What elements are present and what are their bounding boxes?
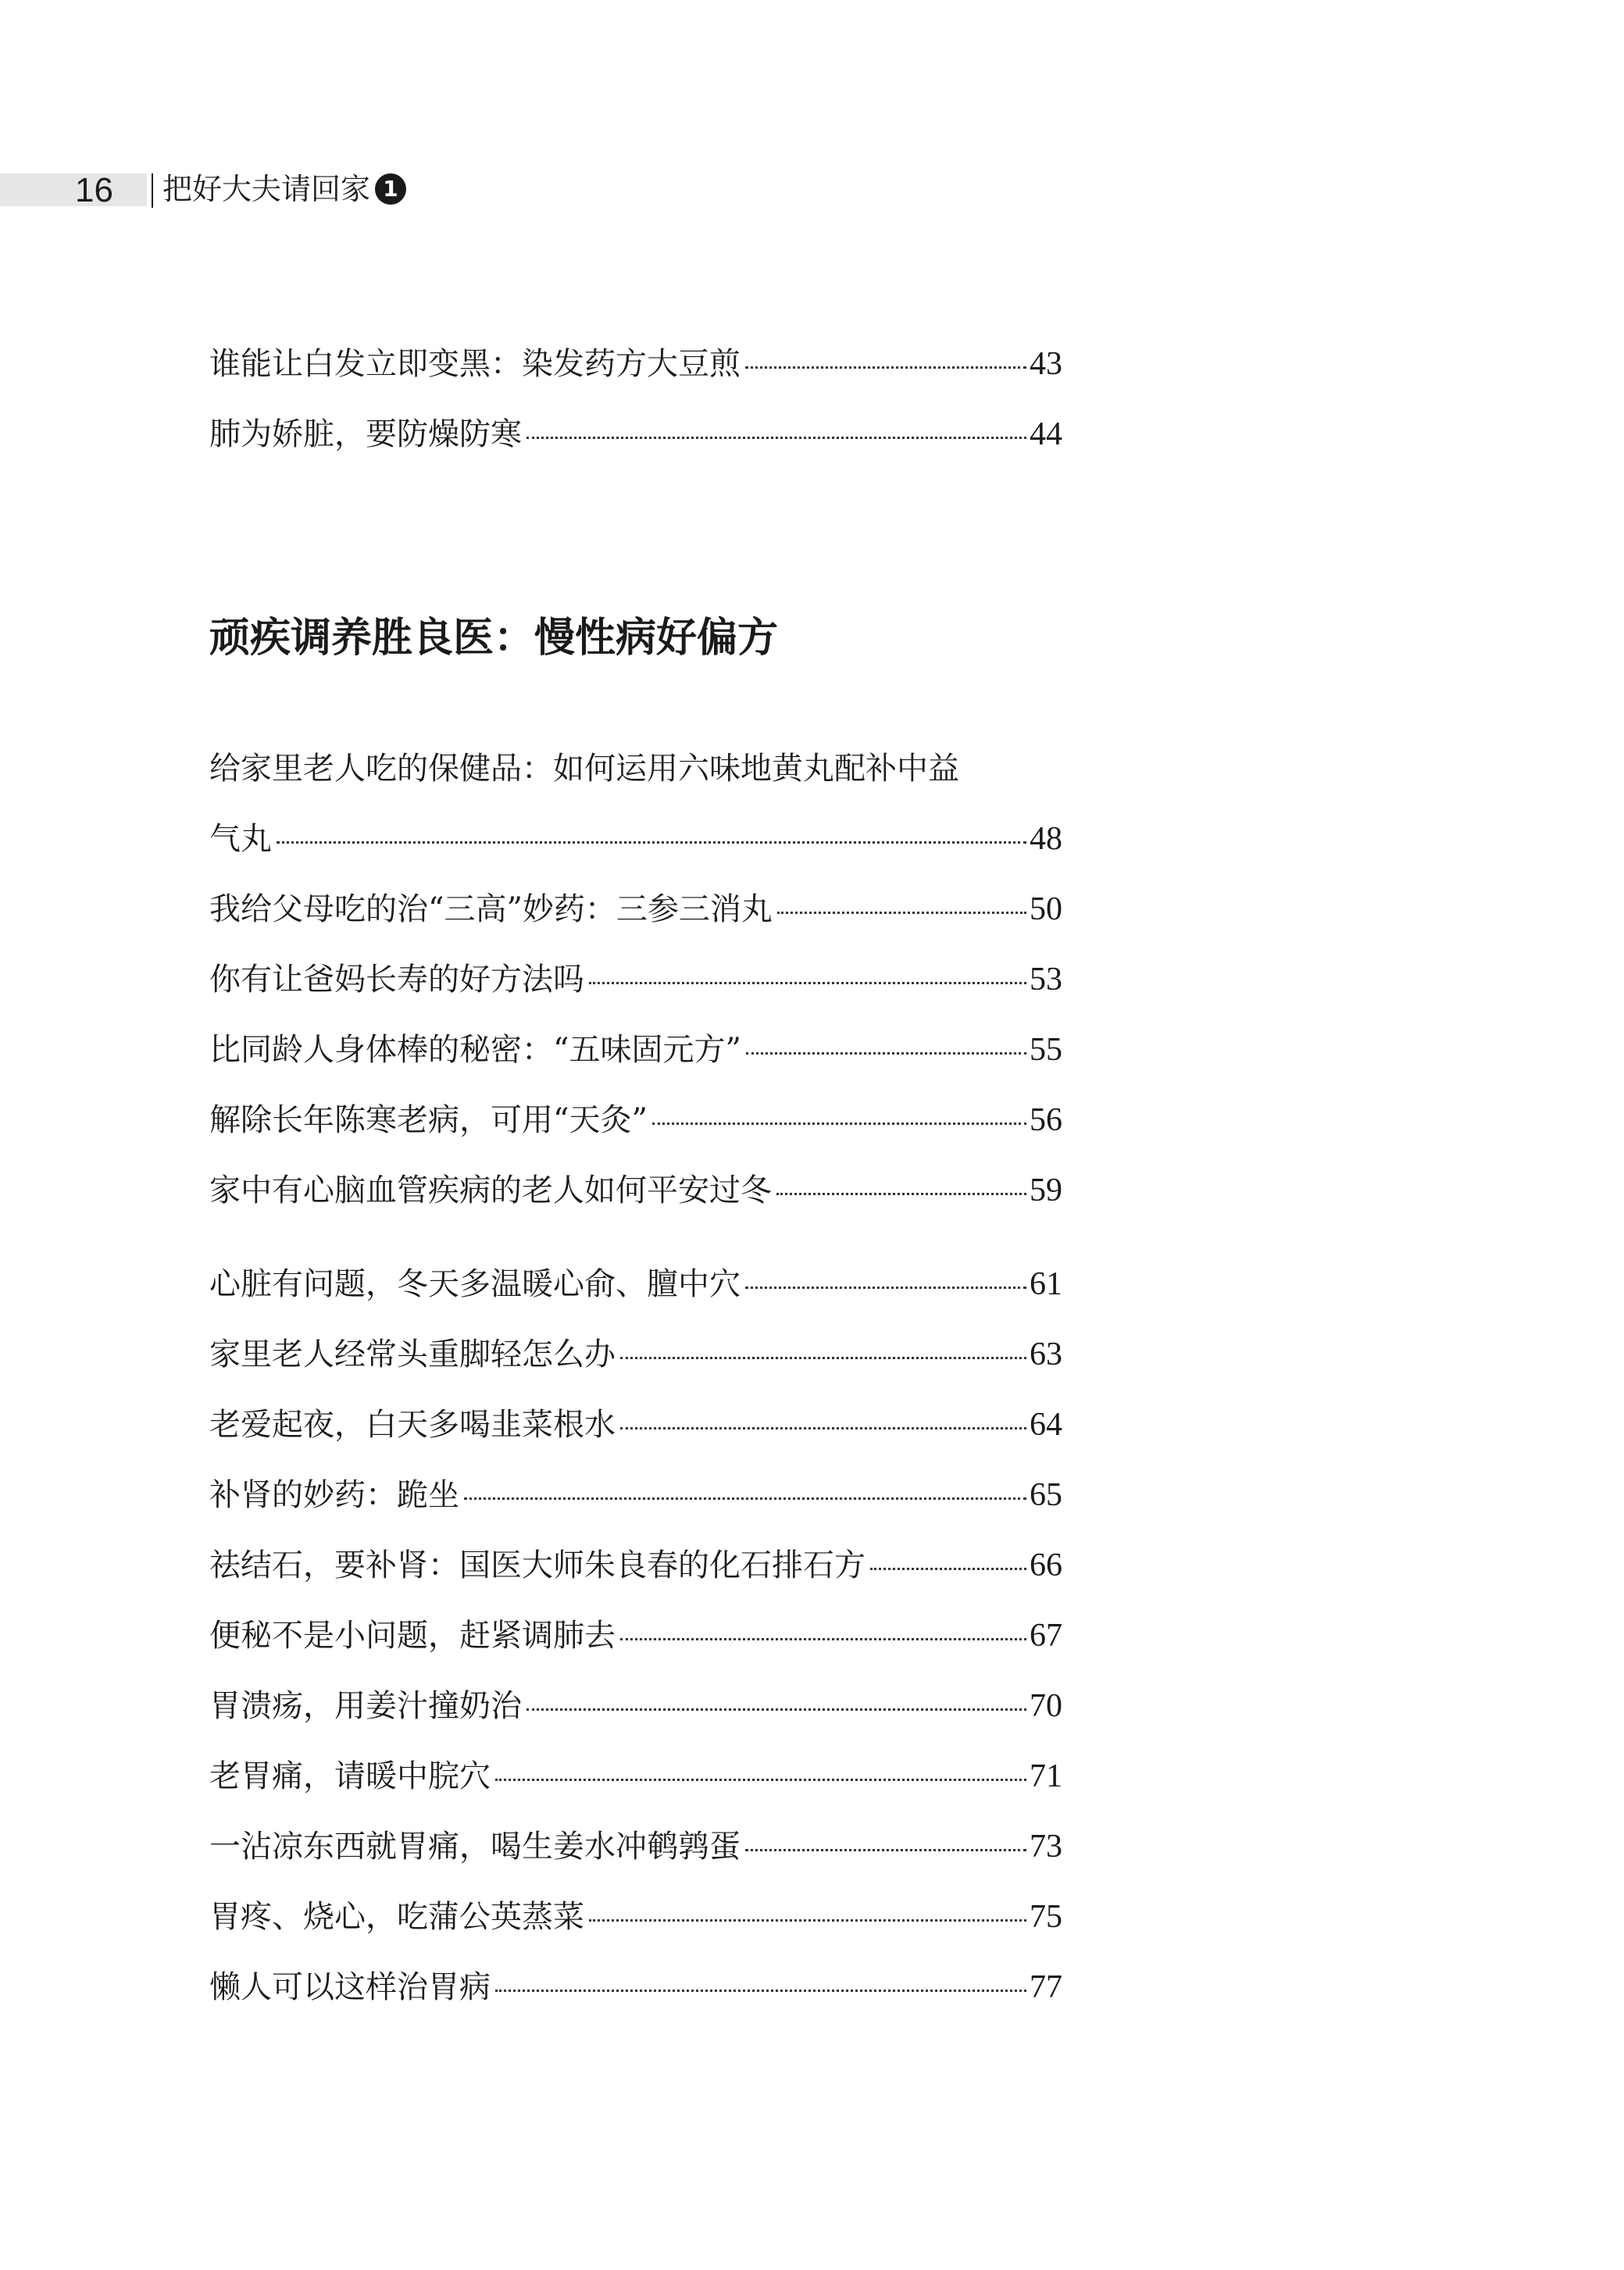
toc-entry[interactable] bbox=[209, 1097, 1062, 1144]
toc-entry-title: 懒人可以这样治胃病 bbox=[209, 1969, 491, 2005]
toc-entry-page: 63 bbox=[1030, 1337, 1062, 1372]
toc-entry[interactable] bbox=[209, 1612, 1062, 1659]
toc-entry[interactable] bbox=[209, 1683, 1062, 1729]
toc-entry-title: 你有让爸妈长寿的好方法吗 bbox=[209, 962, 584, 998]
toc-entry[interactable] bbox=[209, 1026, 1062, 1073]
toc-entry-page: 50 bbox=[1030, 891, 1062, 927]
section-heading: 顽疾调养胜良医：慢性病好偏方 bbox=[209, 615, 779, 662]
toc-dot-leader bbox=[745, 1287, 1026, 1289]
toc-entry-page: 71 bbox=[1030, 1758, 1062, 1794]
volume-badge: 1 bbox=[375, 173, 406, 205]
toc-dot-leader bbox=[526, 1708, 1026, 1711]
toc-entry[interactable] bbox=[209, 1893, 1062, 1940]
toc-dot-leader bbox=[620, 1427, 1026, 1429]
toc-dot-leader bbox=[776, 1193, 1026, 1195]
toc-entry-title: 老爱起夜，白天多喝韭菜根水 bbox=[209, 1407, 616, 1443]
book-title bbox=[162, 169, 406, 209]
toc-entry[interactable] bbox=[209, 1542, 1062, 1589]
header-divider bbox=[152, 173, 153, 208]
toc-entry-title: 家里老人经常头重脚轻怎么办 bbox=[209, 1337, 616, 1372]
toc-entry-title: 解除长年陈寒老病，可用“天灸” bbox=[209, 1102, 648, 1138]
toc-entry-title: 比同龄人身体棒的秘密：“五味固元方” bbox=[209, 1032, 741, 1068]
toc-entry-page: 66 bbox=[1030, 1547, 1062, 1583]
toc-entry[interactable] bbox=[209, 886, 1062, 933]
toc-dot-leader bbox=[589, 1919, 1026, 1922]
toc-entry-title: 胃溃疡，用姜汁撞奶治 bbox=[209, 1688, 522, 1724]
toc-dot-leader bbox=[589, 982, 1026, 984]
toc-entry-page: 43 bbox=[1030, 346, 1062, 382]
toc-dot-leader bbox=[464, 1497, 1026, 1500]
toc-entry-title: 谁能让白发立即变黑：染发药方大豆煎 bbox=[209, 346, 741, 382]
toc-dot-leader bbox=[745, 1849, 1026, 1851]
book-title-text: 把好大夫请回家 bbox=[162, 172, 371, 206]
toc-entry-page: 65 bbox=[1030, 1477, 1062, 1513]
toc-entry-page: 59 bbox=[1030, 1172, 1062, 1208]
toc-entry[interactable] bbox=[209, 341, 1062, 387]
header-band bbox=[0, 173, 147, 206]
toc-entry-page: 77 bbox=[1030, 1969, 1062, 2005]
toc-dot-leader bbox=[745, 366, 1026, 369]
toc-entry-title: 一沾凉东西就胃痛，喝生姜水冲鹌鹑蛋 bbox=[209, 1829, 741, 1865]
toc-entry-title: 我给父母吃的治“三高”妙药：三参三消丸 bbox=[209, 891, 773, 927]
toc-entry[interactable] bbox=[209, 1964, 1062, 2011]
toc-entry[interactable] bbox=[209, 411, 1062, 458]
toc-entry-title: 心脏有问题，冬天多温暖心俞、膻中穴 bbox=[209, 1266, 741, 1302]
toc-entry-page: 64 bbox=[1030, 1407, 1062, 1443]
toc-entry-page: 48 bbox=[1030, 821, 1062, 857]
toc-entry-title: 肺为娇脏，要防燥防寒 bbox=[209, 416, 522, 452]
toc-dot-leader bbox=[652, 1123, 1026, 1125]
toc-entry-page: 73 bbox=[1030, 1829, 1062, 1865]
toc-entry-page: 70 bbox=[1030, 1688, 1062, 1724]
toc-entry-title: 祛结石，要补肾：国医大师朱良春的化石排石方 bbox=[209, 1547, 866, 1583]
toc-entry-title: 家中有心脑血管疾病的老人如何平安过冬 bbox=[209, 1172, 772, 1208]
toc-entry[interactable] bbox=[209, 956, 1062, 1003]
toc-entry-title: 老胃痛，请暖中脘穴 bbox=[209, 1758, 491, 1794]
toc-entry[interactable] bbox=[209, 1167, 1062, 1214]
toc-entry-page: 56 bbox=[1030, 1102, 1062, 1138]
toc-entry[interactable] bbox=[209, 816, 1062, 862]
toc-entry-page: 44 bbox=[1030, 416, 1062, 452]
toc-entry-title: 气丸 bbox=[209, 821, 272, 857]
toc-dot-leader bbox=[277, 841, 1026, 844]
toc-entry-page: 55 bbox=[1030, 1032, 1062, 1068]
toc-dot-leader bbox=[495, 1779, 1026, 1781]
toc-entry[interactable] bbox=[209, 1823, 1062, 1870]
toc-entry-page: 61 bbox=[1030, 1266, 1062, 1302]
toc-dot-leader bbox=[777, 912, 1026, 914]
page-number: 16 bbox=[75, 171, 113, 209]
toc-dot-leader bbox=[746, 1052, 1026, 1055]
toc-dot-leader bbox=[620, 1357, 1026, 1359]
toc-dot-leader bbox=[620, 1638, 1026, 1640]
toc-dot-leader bbox=[495, 1990, 1026, 1992]
toc-entry-title: 补肾的妙药：跪坐 bbox=[209, 1477, 459, 1513]
toc-entry[interactable] bbox=[209, 1261, 1062, 1308]
toc-entry-page: 75 bbox=[1030, 1899, 1062, 1935]
toc-entry-title: 便秘不是小问题，赶紧调肺去 bbox=[209, 1618, 616, 1654]
toc-entry[interactable] bbox=[209, 1753, 1062, 1800]
toc-dot-leader bbox=[870, 1568, 1026, 1570]
toc-entry[interactable] bbox=[209, 1331, 1062, 1378]
toc-dot-leader bbox=[526, 437, 1026, 439]
toc-entry-title: 胃疼、烧心，吃蒲公英蒸菜 bbox=[209, 1899, 584, 1935]
toc-entry[interactable] bbox=[209, 1472, 1062, 1519]
toc-entry[interactable] bbox=[209, 1401, 1062, 1448]
toc-entry-first-line[interactable]: 给家里老人吃的保健品：如何运用六味地黄丸配补中益 bbox=[209, 751, 959, 787]
toc-entry-page: 67 bbox=[1030, 1618, 1062, 1654]
toc-entry-page: 53 bbox=[1030, 962, 1062, 998]
